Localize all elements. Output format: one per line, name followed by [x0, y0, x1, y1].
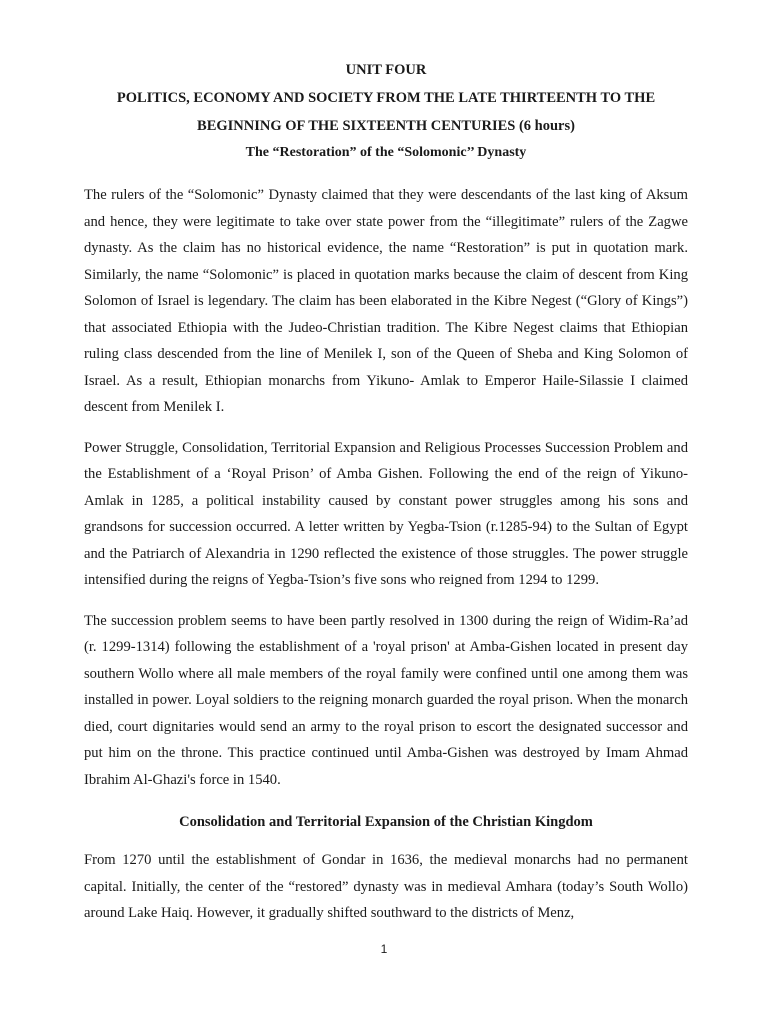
page-number: 1 [380, 942, 388, 956]
unit-heading: UNIT FOUR [345, 62, 427, 78]
paragraph-1: The rulers of the “Solomonic” Dynasty claimed that they were descendants of the last king of Aksum and hence, they were legitimate to take over state power from the “illegitimate” rulers of the Zagwe dynasty. As the claim has no historical evidence, the name “Restoration” is put in quotation mark. Similarly, the name “Solomonic” is placed in quotation marks because the claim of descent from King Solomon of Israel is legendary. The claim has been elaborated in the Kibre Negest (“Glory of Kings”) that associated Ethiopia with the Judeo-Christian tradition. The Kibre Negest claims that Ethiopian ruling class descended from the line of Menilek I, son of the Queen of Sheba and King Solomon of Israel. As a result, Ethiopian monarchs from Yikuno- Amlak to Emperor Haile-Silassie I claimed descent from Menilek I. [84, 187, 688, 415]
section-heading: Consolidation and Territorial Expansion of the Christian Kingdom [179, 814, 593, 830]
paragraph-3: The succession problem seems to have been partly resolved in 1300 during the reign of Widim-Ra’ad (r. 1299-1314) following the establishment of a 'royal prison' at Amba-Gishen located in present day southern Wollo where all male members of the royal family were confined until one among them was installed in power. Loyal soldiers to the reigning monarch guarded the royal prison. When the monarch died, court dignitaries would send an army to the royal prison to escort the designated successor and put him on the throne. This practice continued until Amba-Gishen was destroyed by Imam Ahmad Ibrahim Al-Ghazi's force in 1540. [84, 612, 688, 788]
document-page [84, 56, 688, 927]
title-line-2: BEGINNING OF THE SIXTEENTH CENTURIES (6 hours) [197, 118, 575, 134]
title-line-1: POLITICS, ECONOMY AND SOCIETY FROM THE LATE THIRTEENTH TO THE [116, 90, 656, 106]
paragraph-4: From 1270 until the establishment of Gondar in 1636, the medieval monarchs had no permanent capital. Initially, the center of the “restored” dynasty was in medieval Amhara (today’s South Wollo) around Lake Haiq. However, it gradually shifted southward to the districts of Menz, [84, 852, 688, 921]
paragraph-2: Power Struggle, Consolidation, Territorial Expansion and Religious Processes Succession Problem and the Establishment of a ‘Royal Prison’ of Amba Gishen. Following the end of the reign of Yikuno-Amlak in 1285, a political instability caused by constant power struggles among his sons and grandsons for succession occurred. A letter written by Yegba-Tsion (r.1285-94) to the Sultan of Egypt and the Patriarch of Alexandria in 1290 reflected the existence of those struggles. The power struggle intensified during the reigns of Yegba-Tsion’s five sons who reigned from 1294 to 1299. [84, 439, 688, 588]
section-subtitle: The “Restoration” of the “Solomonic’’ Dynasty [245, 145, 527, 160]
